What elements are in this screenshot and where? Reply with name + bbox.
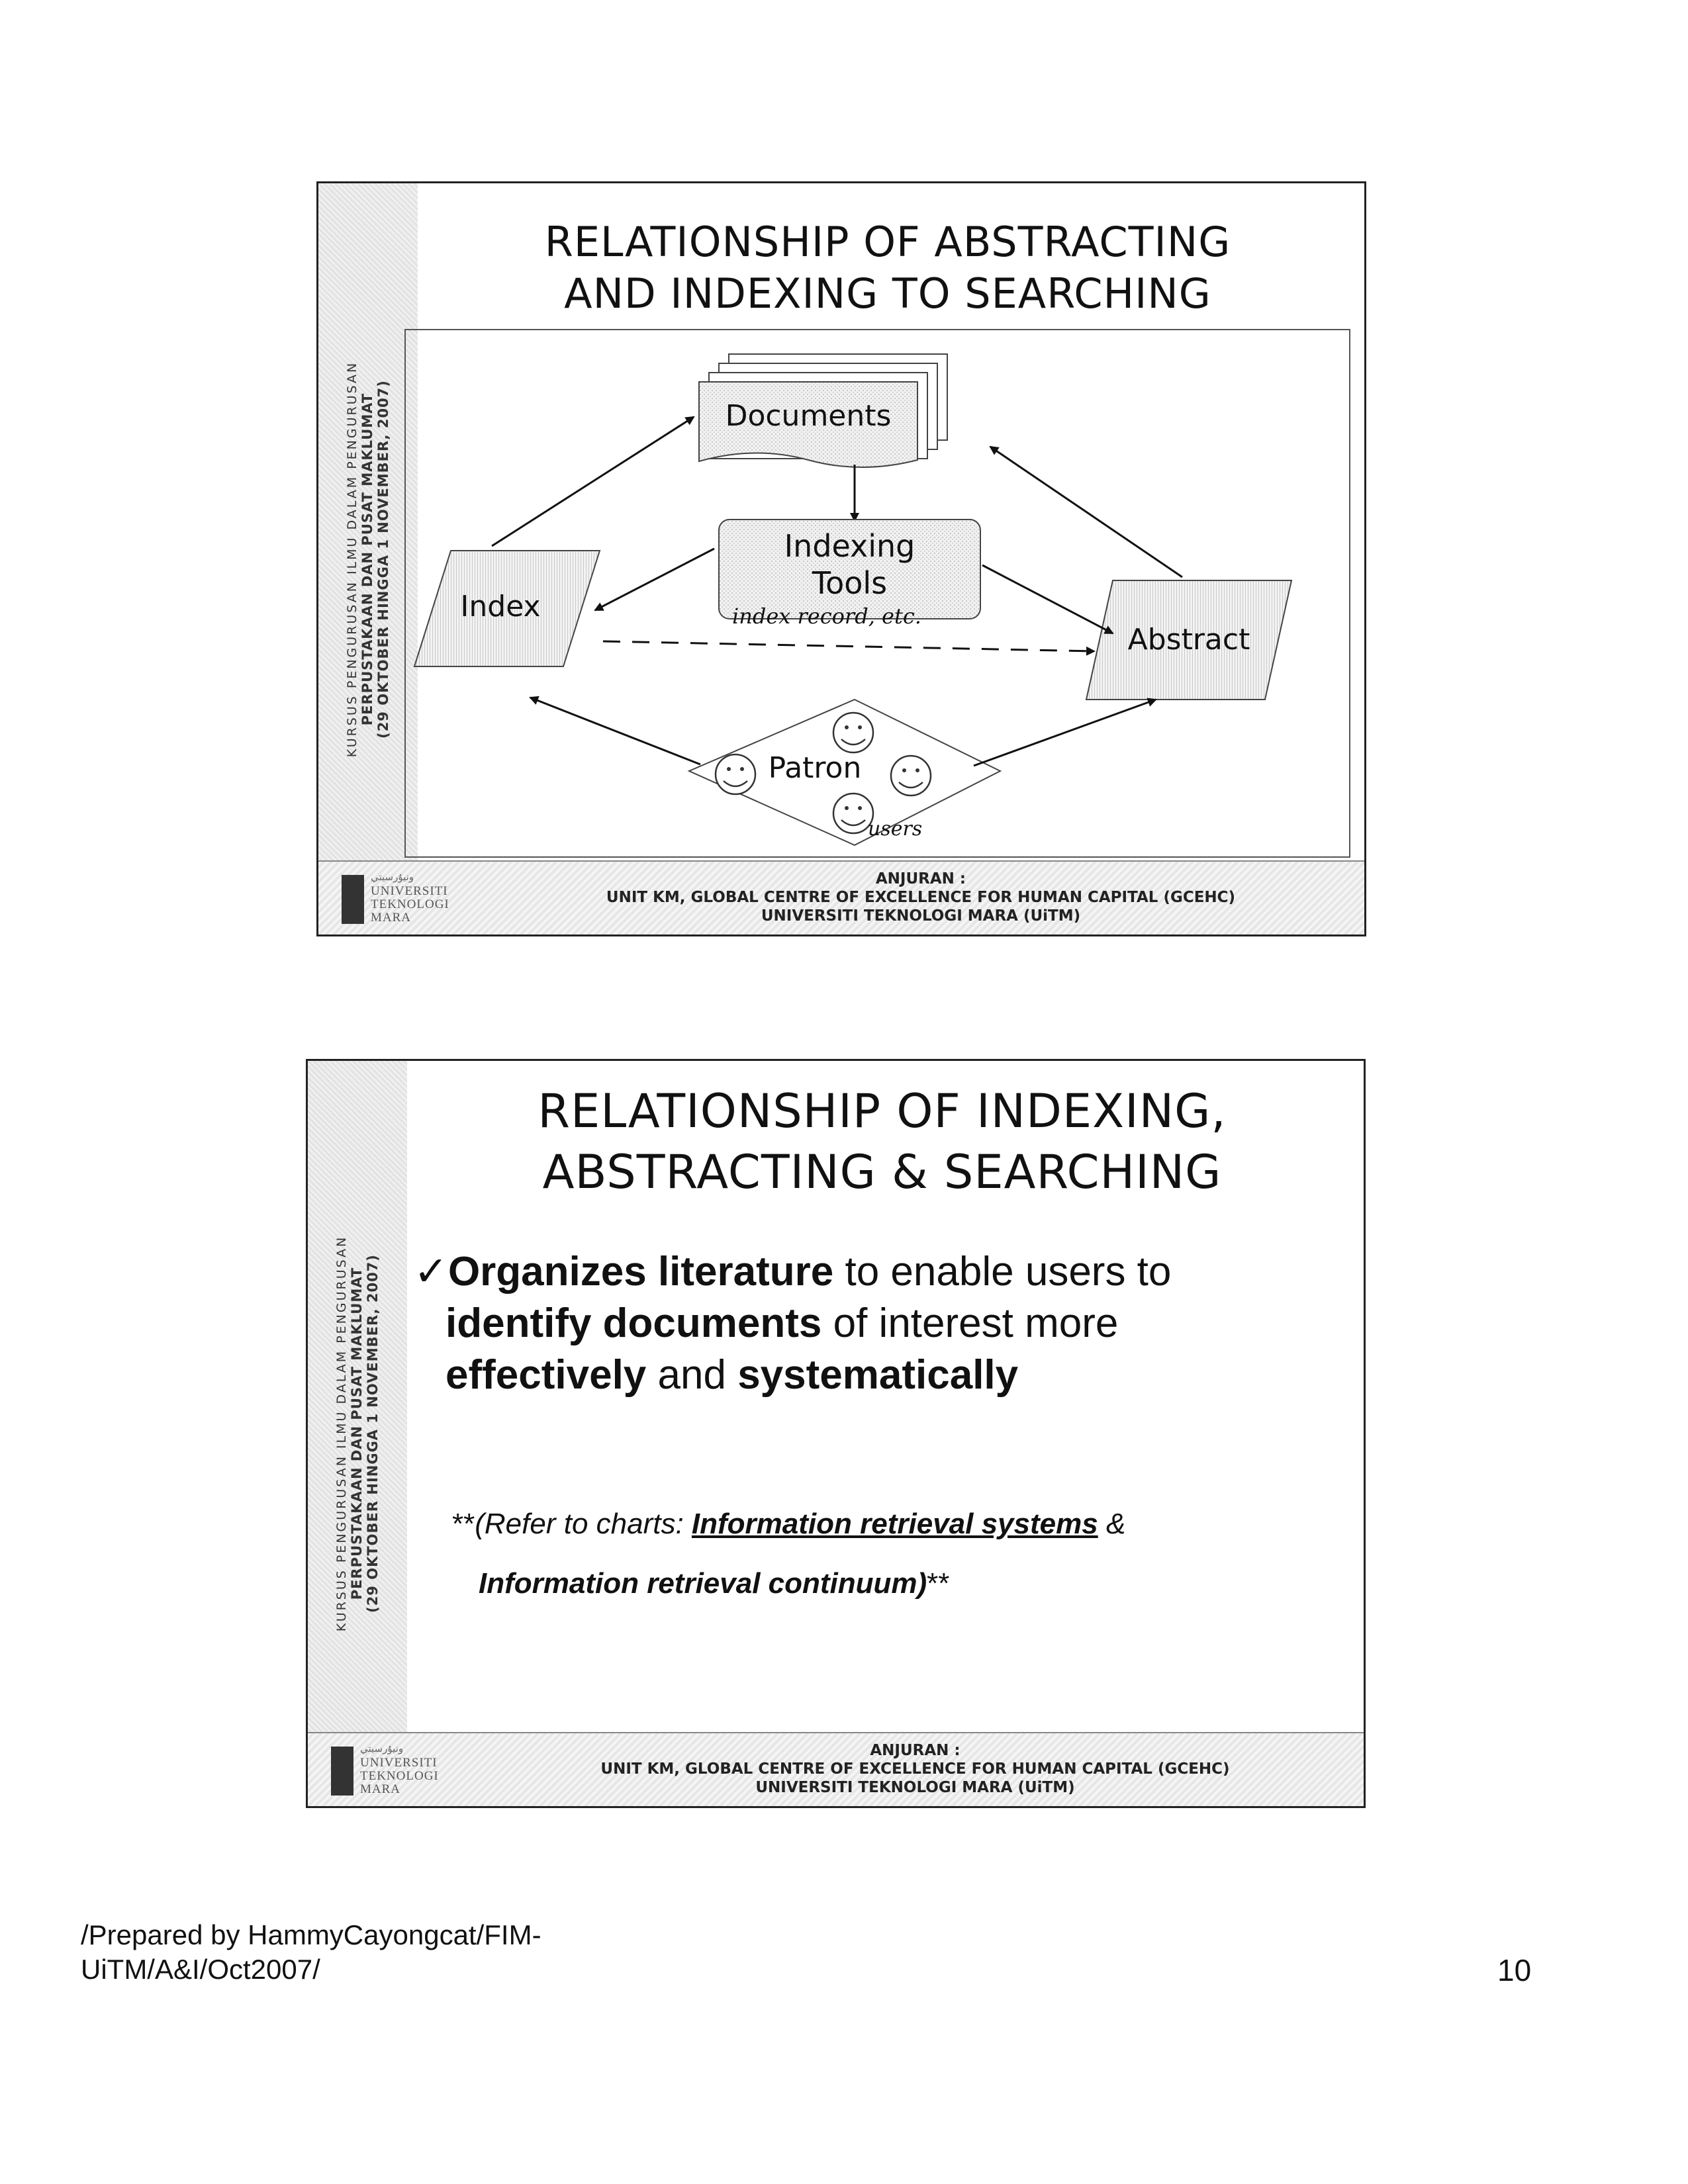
smiley-face-icon-top [833, 713, 873, 752]
logo-line-3: MARA [371, 911, 412, 925]
arrow-abstract-to-documents [990, 447, 1182, 577]
arrow-index-to-abstract-dashed [603, 641, 1094, 651]
arrow-patron-to-index [530, 698, 700, 764]
footer-anjuran: ANJURAN : [870, 1742, 961, 1759]
slide-2-sidebar [308, 1061, 407, 1806]
footer-anjuran: ANJURAN : [875, 870, 966, 887]
abstract-label: Abstract [1127, 623, 1250, 657]
footer-org-line-2: UNIVERSITI TEKNOLOGI MARA (UiTM) [761, 907, 1081, 925]
arrow-tools-to-abstract [982, 565, 1113, 633]
logo-script: ﻭﻧﻴﯘﺭﺳﻴﺘﻲ [371, 872, 414, 883]
logo-line-2: TEKNOLOGI [371, 897, 449, 911]
bullet-text-2: of interest more [821, 1300, 1119, 1346]
uitm-logo-mark-icon [331, 1747, 353, 1796]
logo-line-1: UNIVERSITI [371, 884, 448, 898]
bullet-text-3: and [646, 1352, 738, 1398]
note-ir-systems-link[interactable]: Information retrieval systems [691, 1508, 1098, 1540]
refer-to-charts-note [452, 1494, 1352, 1614]
sidebar-line-2: PERPUSTAKAAN DAN PUSAT MAKLUMAT [359, 392, 375, 725]
sidebar-line-3: (29 OKTOBER HINGGA 1 NOVEMBER, 2007) [365, 1254, 381, 1613]
arrow-tools-to-index [595, 549, 714, 610]
checkmark-icon: ✓ [414, 1249, 448, 1295]
bullet-bold-2: identify documents [445, 1300, 822, 1346]
note-line-2: Information retrieval continuum) [479, 1567, 927, 1600]
bullet-bold-1: Organizes literature [447, 1249, 834, 1295]
uitm-logo [331, 1741, 470, 1798]
arrow-patron-to-abstract [974, 700, 1156, 766]
uitm-logo [342, 870, 481, 927]
logo-script: ﻭﻧﻴﯘﺭﺳﻴﺘﻲ [360, 1744, 404, 1754]
index-label: Index [460, 590, 541, 623]
indexing-tools-line-2: Tools [812, 565, 888, 601]
slide-1-title-line-1: RELATIONSHIP OF ABSTRACTING [544, 218, 1231, 266]
uitm-logo-mark-icon [342, 875, 364, 924]
slide-1-title-line-2: AND INDEXING TO SEARCHING [564, 269, 1211, 318]
note-stars-open: ** [452, 1508, 475, 1540]
note-stars-close: ** [927, 1567, 950, 1600]
bullet-text-1: to enable users to [833, 1249, 1172, 1295]
sidebar-line-3: (29 OKTOBER HINGGA 1 NOVEMBER, 2007) [375, 379, 391, 739]
sidebar-course-text [334, 1236, 381, 1632]
handwritten-index-record: index record, etc. [732, 604, 921, 629]
smiley-face-icon-right [891, 756, 931, 796]
page-number: 10 [1497, 1953, 1532, 1987]
patron-label: Patron [768, 751, 862, 785]
prepared-by-line-1: /Prepared by HammyCayongcat/FIM- [81, 1919, 541, 1950]
logo-line-2: TEKNOLOGI [360, 1769, 439, 1783]
sidebar-line-2: PERPUSTAKAAN DAN PUSAT MAKLUMAT [349, 1267, 365, 1600]
footer-org-line-1: UNIT KM, GLOBAL CENTRE OF EXCELLENCE FOR HUMAN CAPITAL (GCEHC) [606, 889, 1236, 906]
logo-line-3: MARA [360, 1782, 401, 1796]
note-prefix: (Refer to charts: [475, 1508, 692, 1540]
sidebar-line-1: KURSUS PENGURUSAN ILMU DALAM PENGURUSAN [334, 1235, 349, 1632]
sidebar-line-1: KURSUS PENGURUSAN ILMU DALAM PENGURUSAN [345, 361, 359, 757]
footer-org-line-2: UNIVERSITI TEKNOLOGI MARA (UiTM) [755, 1779, 1075, 1796]
slide-1-footer [318, 860, 1364, 934]
bullet-bold-4: systematically [737, 1352, 1019, 1398]
footer-organizer-text [491, 870, 1351, 925]
smiley-face-icon-bottom [833, 794, 873, 833]
indexing-tools-label [719, 527, 980, 602]
indexing-tools-line-1: Indexing [784, 528, 915, 564]
slide-2-footer [308, 1732, 1364, 1806]
slide-1 [316, 181, 1366, 936]
slide-2-title-line-1: RELATIONSHIP OF INDEXING, [538, 1084, 1227, 1138]
smiley-face-icon-left [716, 754, 755, 794]
logo-line-1: UNIVERSITI [360, 1756, 438, 1770]
footer-org-line-1: UNIT KM, GLOBAL CENTRE OF EXCELLENCE FOR HUMAN CAPITAL (GCEHC) [600, 1760, 1230, 1778]
documents-label: Documents [725, 399, 892, 433]
prepared-by-text [81, 1918, 541, 1987]
slide-2-title [414, 1081, 1350, 1203]
bullet-organizes-literature [414, 1246, 1340, 1401]
slide-2-title-line-2: ABSTRACTING & SEARCHING [542, 1145, 1222, 1199]
footer-organizer-text [480, 1741, 1350, 1797]
note-amp: & [1098, 1508, 1126, 1540]
bullet-bold-3: effectively [445, 1352, 647, 1398]
prepared-by-line-2: UiTM/A&I/Oct2007/ [81, 1954, 320, 1985]
slide-2 [306, 1059, 1366, 1808]
arrow-index-to-documents [492, 417, 694, 546]
handwritten-users: users [868, 817, 923, 841]
